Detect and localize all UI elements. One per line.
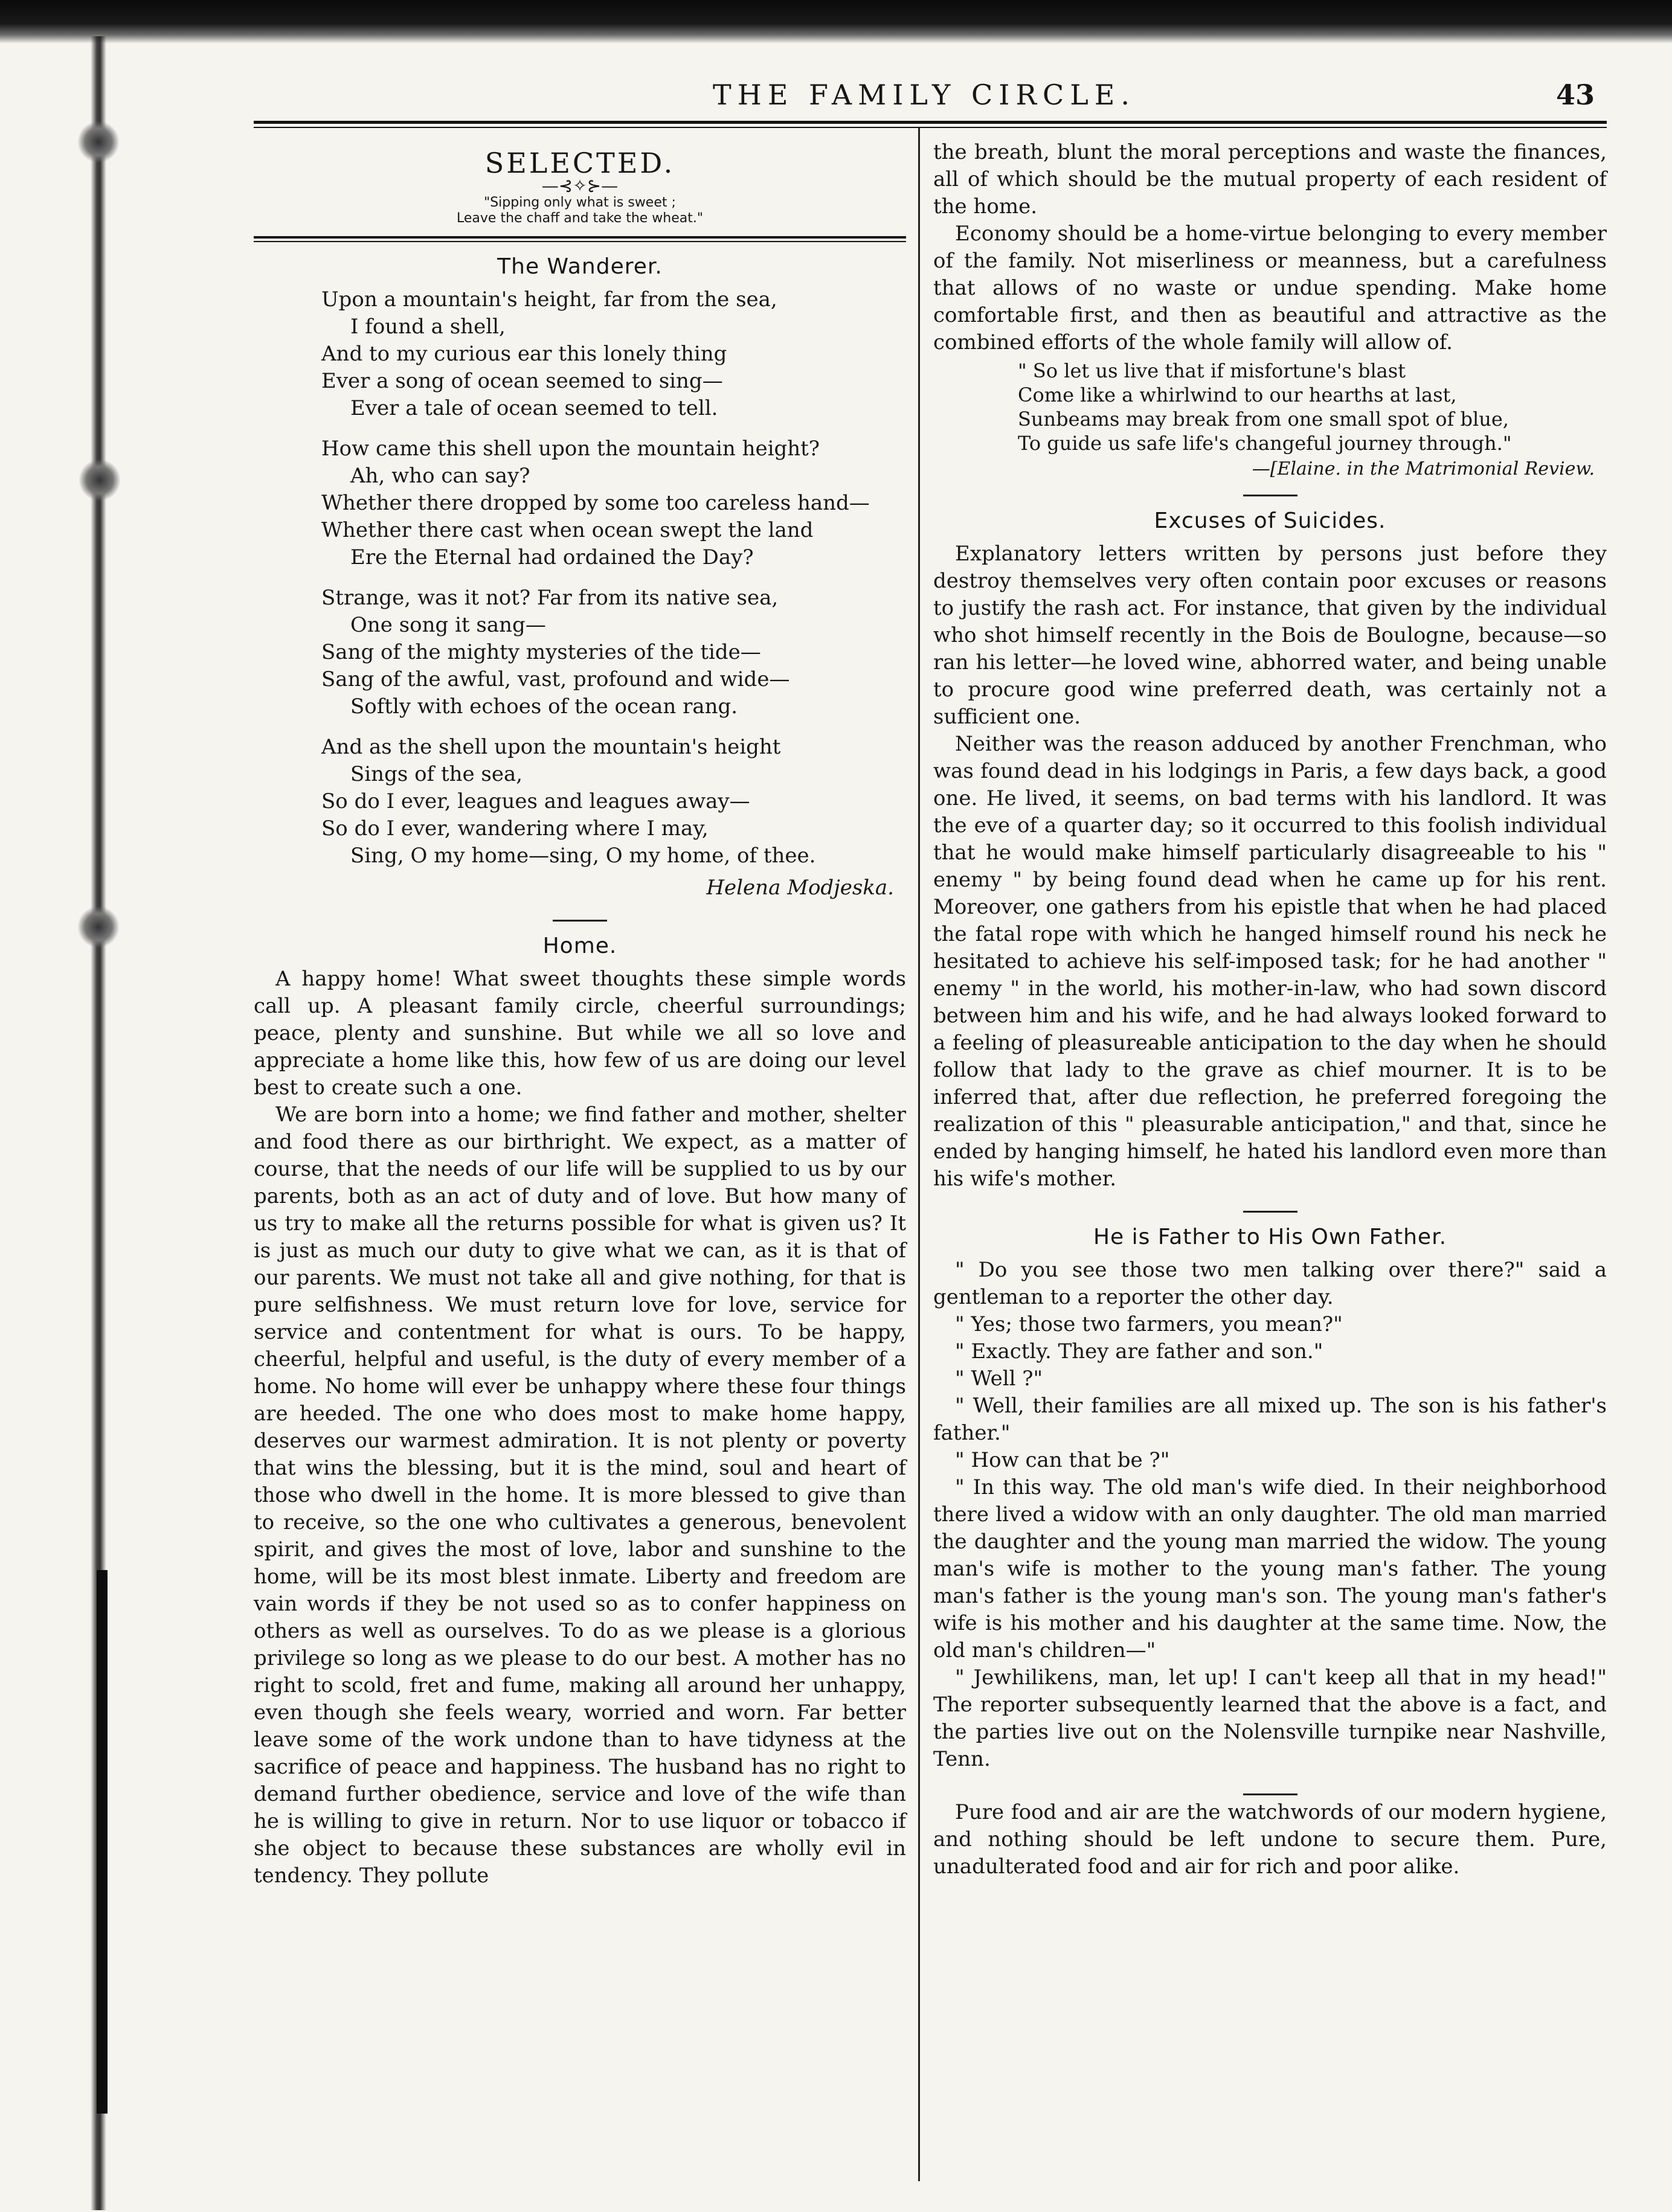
article-paragraph-pure-food: Pure food and air are the watchwords of our modern hygiene, and nothing should be left undone to secure them. Pure, unadulterated food and air for rich and poor alike. [933,1800,1607,1879]
quote-line: To guide us safe life's changeful journey through." [1018,432,1512,455]
right-column [933,139,1607,1880]
verse-line: Ere the Eternal had ordained the Day? [350,545,754,569]
verse-line: How came this shell upon the mountain height? [321,437,820,461]
verse-line: Sang of the awful, vast, profound and wide— [321,667,790,691]
verse-line: Ever a tale of ocean seemed to tell. [350,396,718,420]
article-title-suicides: Excuses of Suicides. [1154,508,1386,533]
binding-hole-mark [77,121,120,163]
quote-source: —[Elaine. in the Matrimonial Review. [1252,458,1595,479]
section-title: SELECTED. [484,147,675,179]
poem-title: The Wanderer. [497,254,663,279]
motto-line: Leave the chaff and take the wheat." [457,211,703,226]
quote-line: " So let us live that if misfortune's blast [1018,359,1406,382]
quote-line: Come like a whirlwind to our hearths at last, [1018,383,1457,406]
poem-stanza [254,435,906,571]
binding-hole-mark [77,906,120,948]
verse-line: One song it sang— [350,613,546,637]
verse-line: And to my curious ear this lonely thing [321,342,727,366]
article-paragraph: " Well ?" [955,1367,1043,1391]
poem-stanza [254,286,906,422]
article-paragraph: " Exactly. They are father and son." [955,1339,1323,1364]
column-divider [918,128,920,2181]
article-separator [553,920,607,922]
article-paragraph: Explanatory letters written by persons just before they destroy themselves very often contain poor excuses or reasons to justify the rash act. For instance, that given by the individual who shot himself recently in the Bois de Boulogne, because—so ran his letter—he loved wine, abhorred water, and being unable to procure good wine preferred death, was certainly not a sufficient one. [933,542,1607,729]
article-paragraph: Neither was the reason adduced by another Frenchman, who was found dead in his lodgings in Paris, a few days back, a good one. He lived, it seems, on bad terms with his landlord. It was the eve of a quarter day; so it occurred to this foolish individual that he would make himself particularly disagreeable to his " enemy " by being found dead when he came up for his rent. Moreover, one gathers from his epistle that when he had placed the fatal rope with which he hanged himself round his neck he hesitated to achieve his self-imposed task; for he had another " enemy " in the world, his mother-in-law, who had sown discord between him and his wife, and he had always looked forward to a feeling of pleasureable anticipation to the day when he should follow that lady to the grave as chief mourner. It is to be inferred that, after due reflection, he preferred foregoing the realization of this " pleasurable anticipation," and that, since he ended by hanging himself, he hated his landlord even more than his wife's mother. [933,732,1607,1191]
scan-top-band [0,0,1672,43]
header-rule [254,121,1607,124]
verse-line: Upon a mountain's height, far from the sea, [321,287,777,312]
article-paragraph: Economy should be a home-virtue belonging to every member of the family. Not miserliness or meanness, but a carefulness that allows of no waste or undue spending. Make home comfortable first, and then as beautiful and attractive as the combined efforts of the whole family will allow of. [933,222,1607,354]
article-paragraph: " How can that be ?" [955,1448,1170,1472]
binding-spine-dark [97,1570,108,2114]
section-rule-thin [254,241,906,242]
article-paragraph: A happy home! What sweet thoughts these simple words call up. A pleasant family circle, cheerful surroundings; peace, plenty and sunshine. But while we all so love and appreciate a home like this, how few of us are doing our level best to create such a one. [254,967,906,1100]
article-separator [1243,1794,1297,1795]
poem-author: Helena Modjeska. [706,876,894,900]
journal-title: THE FAMILY CIRCLE. [713,79,1136,111]
ornament: —⊰✧⊱— [541,176,619,196]
article-separator [1243,1211,1297,1213]
article-paragraph: " In this way. The old man's wife died. In their neighborhood there lived a widow with an only daughter. The old man married the daughter and the young man married the widow. The young man's wife is mother to the young man's father. The young man's father is the young man's son. The young man's father's wife is his mother and his daughter at the same time. Now, the old man's children—" [933,1475,1607,1662]
binding-hole-mark [79,459,121,501]
section-rule [254,236,906,239]
verse-line: So do I ever, leagues and leagues away— [321,789,750,813]
verse-line: And as the shell upon the mountain's height [321,735,781,759]
verse-line: Sang of the mighty mysteries of the tide— [321,640,761,664]
verse-line: Softly with echoes of the ocean rang. [350,694,738,719]
page-header [254,79,1595,127]
article-title-home: Home. [542,934,617,958]
article-paragraph: " Jewhilikens, man, let up! I can't keep all that in my head!" The reporter subsequently learned that the above is a fact, and the parties live out on the Nolensville turnpike near Nashville, Tenn. [933,1665,1607,1771]
article-paragraph: " Do you see those two men talking over there?" said a gentleman to a reporter the other day. [933,1258,1607,1309]
article-title-father: He is Father to His Own Father. [1093,1225,1447,1249]
verse-line: I found a shell, [350,315,506,339]
page-number: 43 [1555,79,1595,111]
article-paragraph: the breath, blunt the moral perceptions and waste the finances, all of which should be the mutual property of each resident of the home. [933,140,1607,219]
article-paragraph: " Well, their families are all mixed up. The son is his father's father." [933,1394,1607,1445]
verse-line: Strange, was it not? Far from its native sea, [321,586,779,610]
verse-line: Sing, O my home—sing, O my home, of thee. [350,844,816,868]
article-paragraph: We are born into a home; we find father and mother, shelter and food there as our birthright. We expect, as a matter of course, that the needs of our life will be supplied to us by our parents, both as an act of duty and of love. But how many of us try to make all the returns possible for what is given us? It is just as much our duty to give what we can, as it is that of our parents. We must not take all and give nothing, for that is pure selfishness. We must return love for love, service for service and contentment for what is ours. To be happy, cheerful, helpful and useful, is the duty of every member of a home. No home will ever be unhappy where these four things are heeded. The one who does most to make home happy, deserves our warmest admiration. It is not plenty or poverty that wins the blessing, but it is the mind, soul and heart of those who dwell in the home. It is more blessed to give than to receive, so the one who cultivates a generous, benevolent spirit, and gives the most of love, labor and sunshine to the home, will be its most blest inmate. Liberty and freedom are vain words if they be not used so as to confer happiness on others as well as ourselves. To do as we please is a glorious privilege so long as we please to do our best. A mother has no right to scold, fret and fume, making all around her unhappy, even though she feels weary, worried and worn. Far better leave some of the work undone than to have tidyness at the sacrifice of peace and happiness. The husband has no right to demand further obedience, service and love of the wife than he is willing to give in return. Nor to use liquor or tobacco if she object to because these substances are wholly evil in tendency. They pollute [254,1103,906,1888]
verse-line: Whether there dropped by some too careless hand— [321,491,870,515]
motto-line: "Sipping only what is sweet ; [484,195,676,210]
verse-line: Ah, who can say? [350,464,530,488]
poem-stanza [254,734,906,870]
article-separator [1243,495,1297,496]
verse-line: Sings of the sea, [350,762,523,786]
verse-line: So do I ever, wandering where I may, [321,816,709,841]
left-column [254,139,906,1890]
poem-stanza [254,585,906,720]
header-rule-thin [254,127,1607,128]
quote-line: Sunbeams may break from one small spot of blue, [1018,408,1509,431]
verse-line: Whether there cast when ocean swept the land [321,518,814,542]
article-paragraph: " Yes; those two farmers, you mean?" [955,1312,1343,1336]
verse-line: Ever a song of ocean seemed to sing— [321,369,723,393]
verse-quote [933,359,1607,455]
